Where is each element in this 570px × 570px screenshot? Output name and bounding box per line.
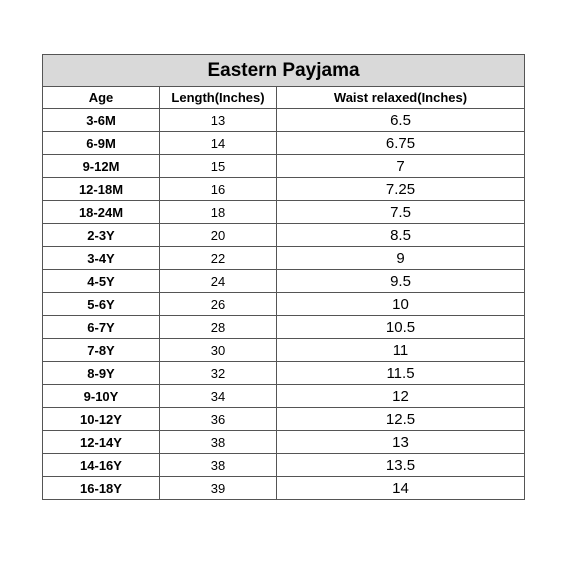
cell-age: 3-4Y <box>43 247 160 270</box>
cell-age: 18-24M <box>43 201 160 224</box>
table-row <box>43 247 525 270</box>
table-title-row <box>43 55 525 87</box>
cell-length: 24 <box>160 270 277 293</box>
cell-length: 39 <box>160 477 277 500</box>
cell-age: 4-5Y <box>43 270 160 293</box>
table-row <box>43 178 525 201</box>
table-row <box>43 362 525 385</box>
cell-length: 14 <box>160 132 277 155</box>
cell-length: 36 <box>160 408 277 431</box>
cell-age: 9-10Y <box>43 385 160 408</box>
cell-age: 3-6M <box>43 109 160 132</box>
cell-waist: 9.5 <box>277 270 525 293</box>
header-age: Age <box>43 87 160 109</box>
header-length: Length(Inches) <box>160 87 277 109</box>
table-row <box>43 477 525 500</box>
cell-age: 14-16Y <box>43 454 160 477</box>
cell-waist: 11.5 <box>277 362 525 385</box>
cell-age: 7-8Y <box>43 339 160 362</box>
table-row <box>43 224 525 247</box>
header-waist: Waist relaxed(Inches) <box>277 87 525 109</box>
table-body <box>43 109 525 500</box>
cell-waist: 6.75 <box>277 132 525 155</box>
table-title: Eastern Payjama <box>43 55 525 87</box>
table-row <box>43 132 525 155</box>
cell-age: 2-3Y <box>43 224 160 247</box>
cell-waist: 12.5 <box>277 408 525 431</box>
cell-length: 38 <box>160 454 277 477</box>
cell-age: 6-9M <box>43 132 160 155</box>
cell-age: 12-18M <box>43 178 160 201</box>
table-row <box>43 339 525 362</box>
cell-length: 38 <box>160 431 277 454</box>
cell-waist: 13 <box>277 431 525 454</box>
cell-waist: 10.5 <box>277 316 525 339</box>
cell-length: 32 <box>160 362 277 385</box>
cell-waist: 12 <box>277 385 525 408</box>
cell-waist: 13.5 <box>277 454 525 477</box>
cell-length: 20 <box>160 224 277 247</box>
cell-length: 15 <box>160 155 277 178</box>
table-row <box>43 201 525 224</box>
table-row <box>43 454 525 477</box>
table-row <box>43 431 525 454</box>
table-row <box>43 270 525 293</box>
cell-waist: 14 <box>277 477 525 500</box>
cell-waist: 7 <box>277 155 525 178</box>
cell-age: 12-14Y <box>43 431 160 454</box>
cell-waist: 7.5 <box>277 201 525 224</box>
cell-length: 30 <box>160 339 277 362</box>
cell-waist: 11 <box>277 339 525 362</box>
cell-age: 16-18Y <box>43 477 160 500</box>
cell-waist: 7.25 <box>277 178 525 201</box>
table-row <box>43 408 525 431</box>
table-row <box>43 109 525 132</box>
cell-length: 28 <box>160 316 277 339</box>
cell-waist: 9 <box>277 247 525 270</box>
cell-age: 5-6Y <box>43 293 160 316</box>
cell-waist: 8.5 <box>277 224 525 247</box>
cell-length: 34 <box>160 385 277 408</box>
cell-waist: 10 <box>277 293 525 316</box>
cell-age: 10-12Y <box>43 408 160 431</box>
cell-length: 13 <box>160 109 277 132</box>
cell-age: 9-12M <box>43 155 160 178</box>
size-chart-table <box>42 54 525 500</box>
table-row <box>43 293 525 316</box>
cell-length: 16 <box>160 178 277 201</box>
table-row <box>43 316 525 339</box>
table-header-row <box>43 87 525 109</box>
cell-length: 18 <box>160 201 277 224</box>
table-row <box>43 385 525 408</box>
cell-length: 22 <box>160 247 277 270</box>
table-row <box>43 155 525 178</box>
cell-age: 8-9Y <box>43 362 160 385</box>
cell-length: 26 <box>160 293 277 316</box>
cell-age: 6-7Y <box>43 316 160 339</box>
cell-waist: 6.5 <box>277 109 525 132</box>
